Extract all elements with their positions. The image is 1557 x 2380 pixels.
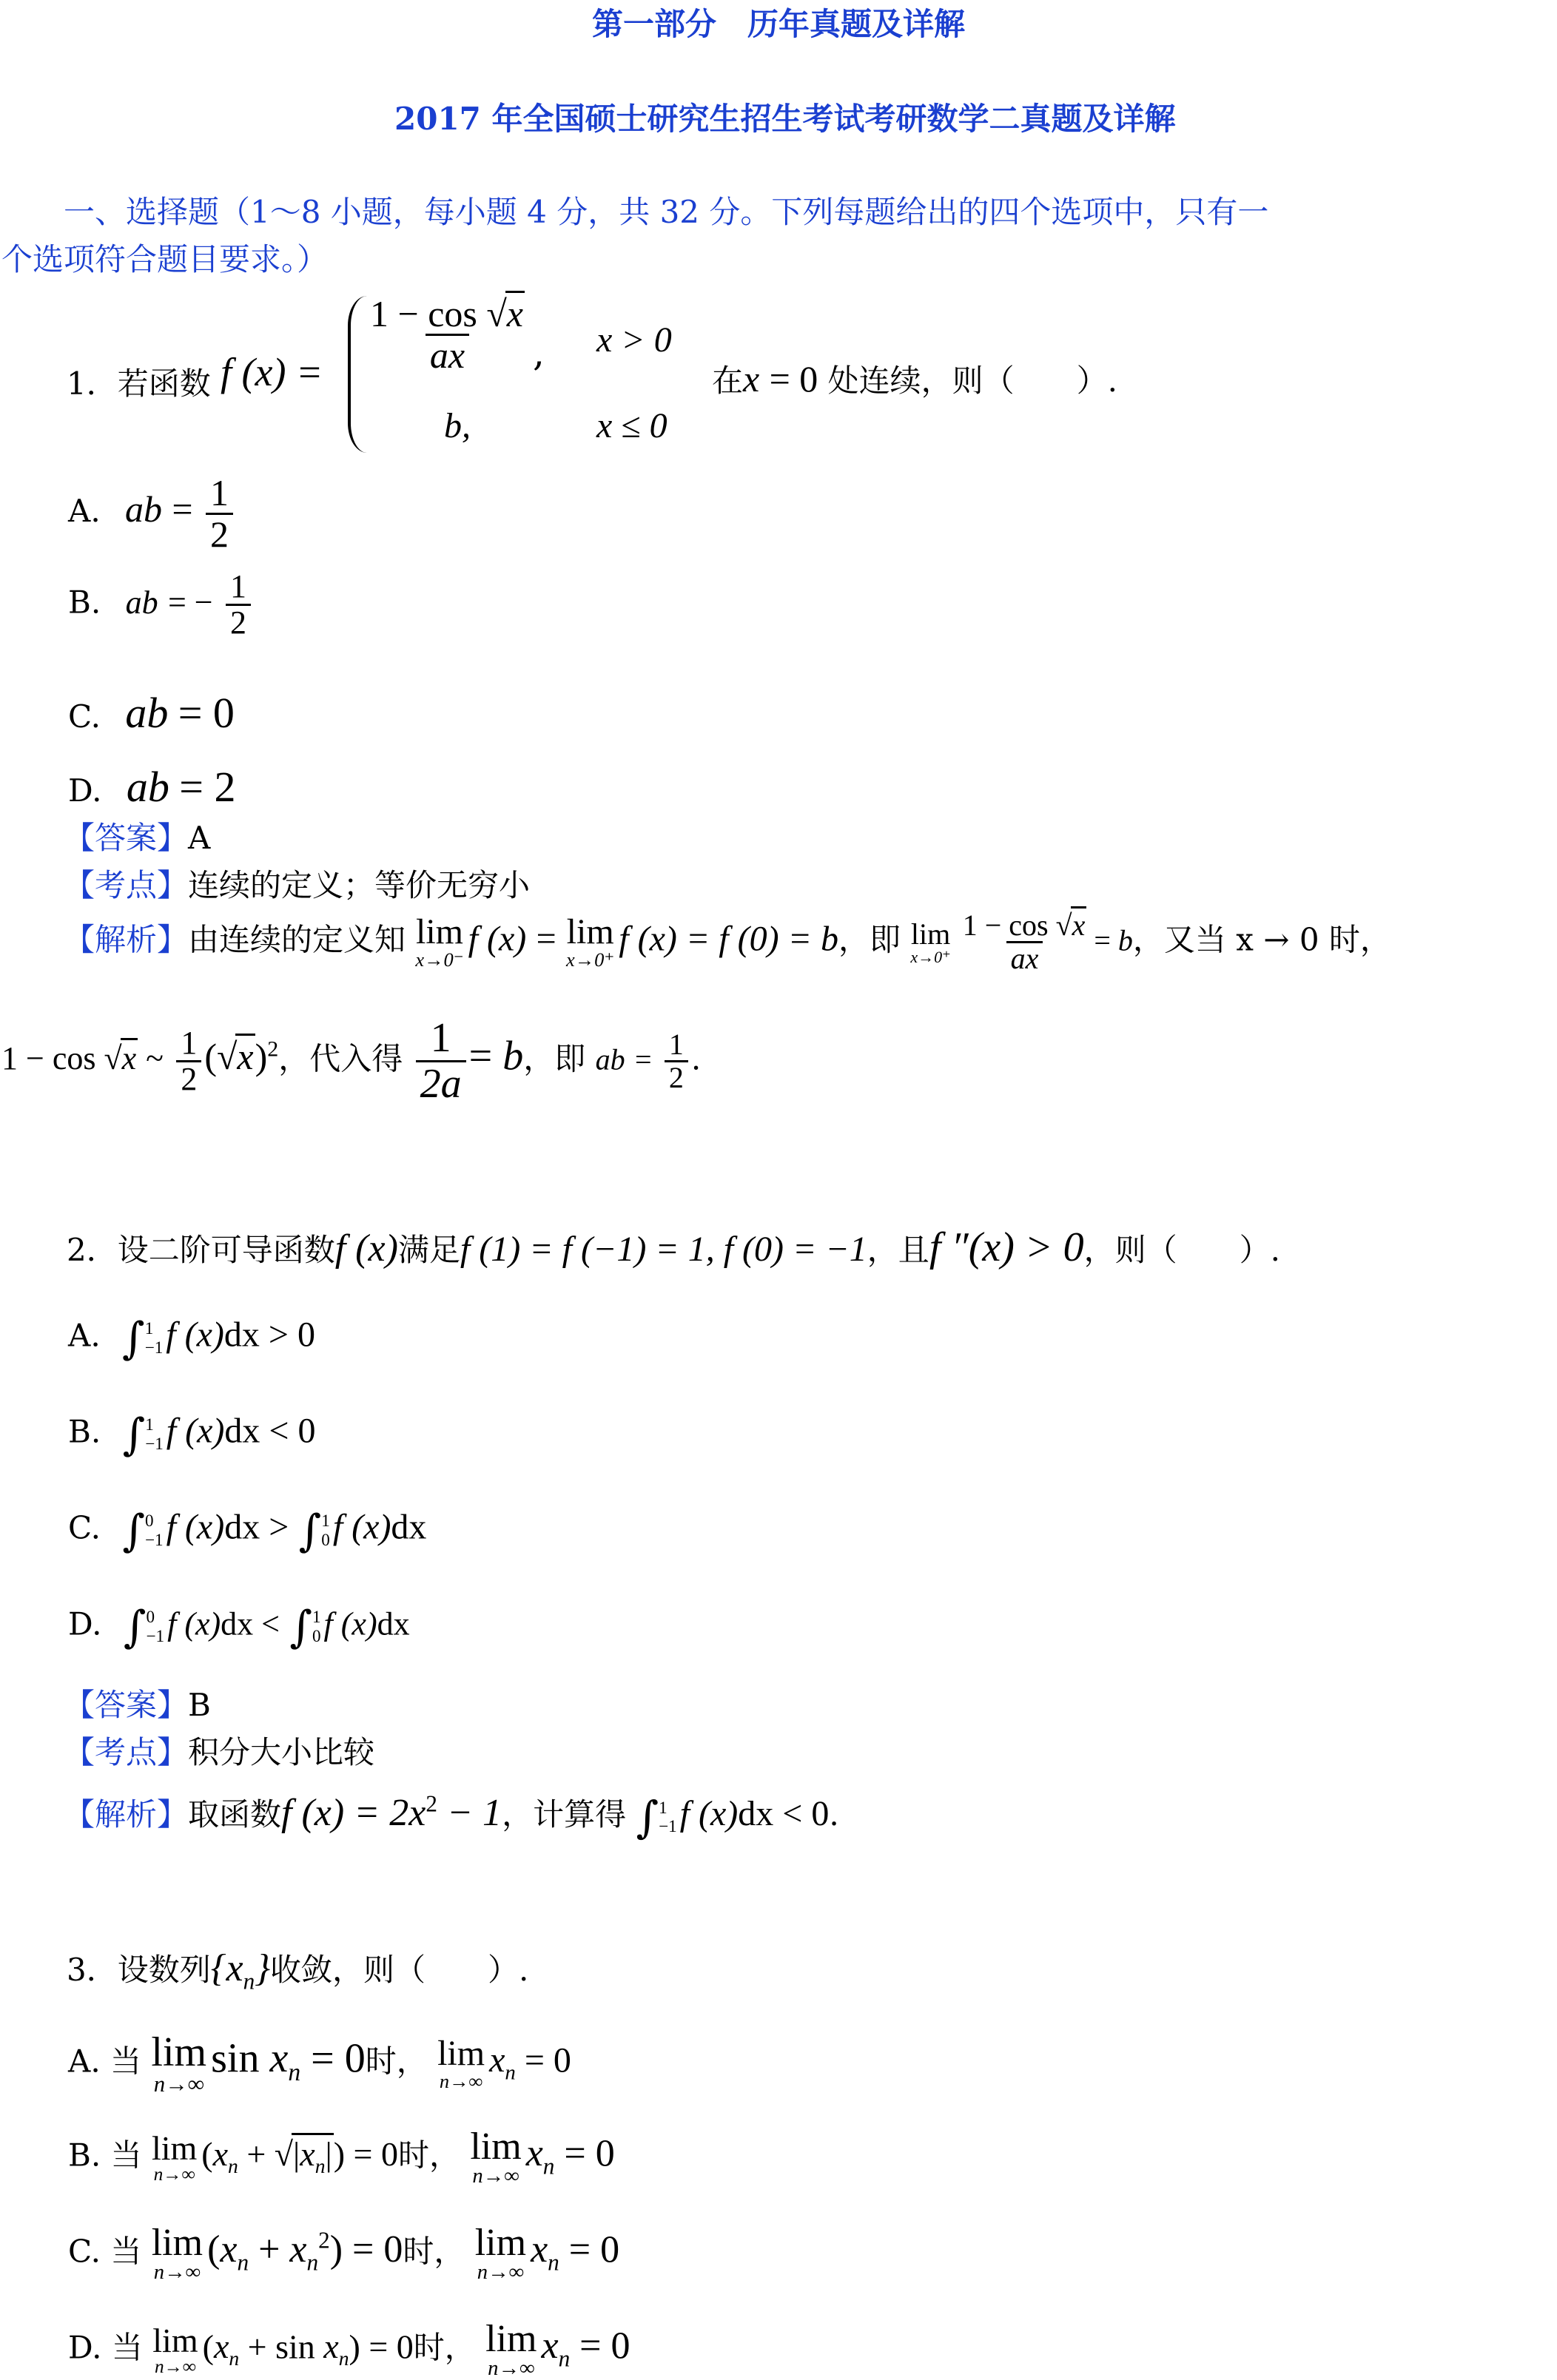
q1-case1-fraction: $\frac{1 - \cos √x}{ax}$ <box>363 294 532 374</box>
q1-point: 【考点】连续的定义；等价无穷小 <box>64 867 531 903</box>
q1-case2-cond: x ≤ 0 <box>596 406 667 445</box>
q1-case1-comma: , <box>533 331 545 374</box>
q1-tail: 在x = 0 处连续，则（ ）. <box>712 358 1117 400</box>
q1-answer: 【答案】A <box>64 820 211 856</box>
exam-title: 2017 年全国硕士研究生招生考试考研数学二真题及详解 <box>394 101 1176 137</box>
q3-option-c: C. 当 lim n→∞ $(x_n + x_n^2) = 0$时， lim n→∞ $x_n = 0$ <box>68 2222 620 2284</box>
q3-stem: 3．设数列$\{x_n\}$收敛，则（ ）. <box>67 1947 529 1995</box>
section-intro-line2: 个选项符合题目要求。） <box>1 241 329 277</box>
q3-option-b: B. 当 lim n→∞ $(x_n + √|x_n|) = 0$时， lim n→∞ $x_n = 0$ <box>68 2126 615 2188</box>
q1-func-lhs: f (x) = <box>221 350 323 394</box>
q2-point: 【考点】积分大小比较 <box>64 1734 375 1770</box>
part-title: 第一部分 历年真题及详解 <box>592 6 966 42</box>
q2-option-b: B. ∫ 1 −1 f (x)dx < 0 <box>68 1409 316 1460</box>
q2-option-c: C. ∫ 0 −1 f (x)dx > ∫ 1 0 f (x)dx <box>68 1505 427 1556</box>
q3-option-d: D. 当 lim n→∞ $(x_n + \sin x_n) = 0$时， lim n→∞ $x_n = 0$ <box>68 2318 630 2380</box>
q2-stem: 2．设二阶可导函数f (x)满足f (1) = f (−1) = 1, f (0) = −1，且f ″(x) > 0，则（ ）. <box>67 1224 1280 1270</box>
q3-option-a: A. 当 lim n→∞ $\sin x_n = 0$时， lim n→∞ $x_n = 0$ <box>68 2029 571 2097</box>
q1-analysis-line1: 【解析】由连续的定义知 lim x→0⁻ f (x) = lim x→0⁺ f (x) = f (0) = b，即 lim x→0⁺ $\frac{1 - \cos √x}{ax}$ = b，又当 x → 0 时， <box>64 910 1391 974</box>
q1-number: 1．若函数 <box>67 365 211 402</box>
q1-case1-cond: x > 0 <box>596 320 672 360</box>
q1-option-c: C. ab = 0 <box>68 689 235 737</box>
q1-option-b: B. ab = − $\frac{1}{2}$ <box>68 570 254 640</box>
q1-option-a: A. ab = $\frac{1}{2}$ <box>68 473 236 553</box>
section-intro-line1: 一、选择题（1～8 小题，每小题 4 分，共 32 分。下列每题给出的四个选项中，只有一 <box>64 194 1269 230</box>
q2-answer: 【答案】B <box>64 1687 211 1723</box>
q1-case2-val: b, <box>444 406 471 445</box>
q1-option-d: D. ab = 2 <box>68 763 236 811</box>
q2-analysis: 【解析】取函数f $(x) = 2x^2 - 1$，计算得 ∫ 1 −1 f (x)dx < 0. <box>64 1790 839 1843</box>
q1-analysis-line2: 1 − cos √x ~ $\frac{1}{2}$ $(√x)^2$，代入得 $\frac{1}{2a}$ = b，即 ab = $\frac{1}{2}$ . <box>1 1015 702 1107</box>
q2-option-a: A. ∫ 1 −1 f (x)dx > 0 <box>68 1312 315 1363</box>
q2-option-d: D. ∫ 0 −1 f (x)dx < ∫ 1 0 f (x)dx <box>68 1601 410 1652</box>
